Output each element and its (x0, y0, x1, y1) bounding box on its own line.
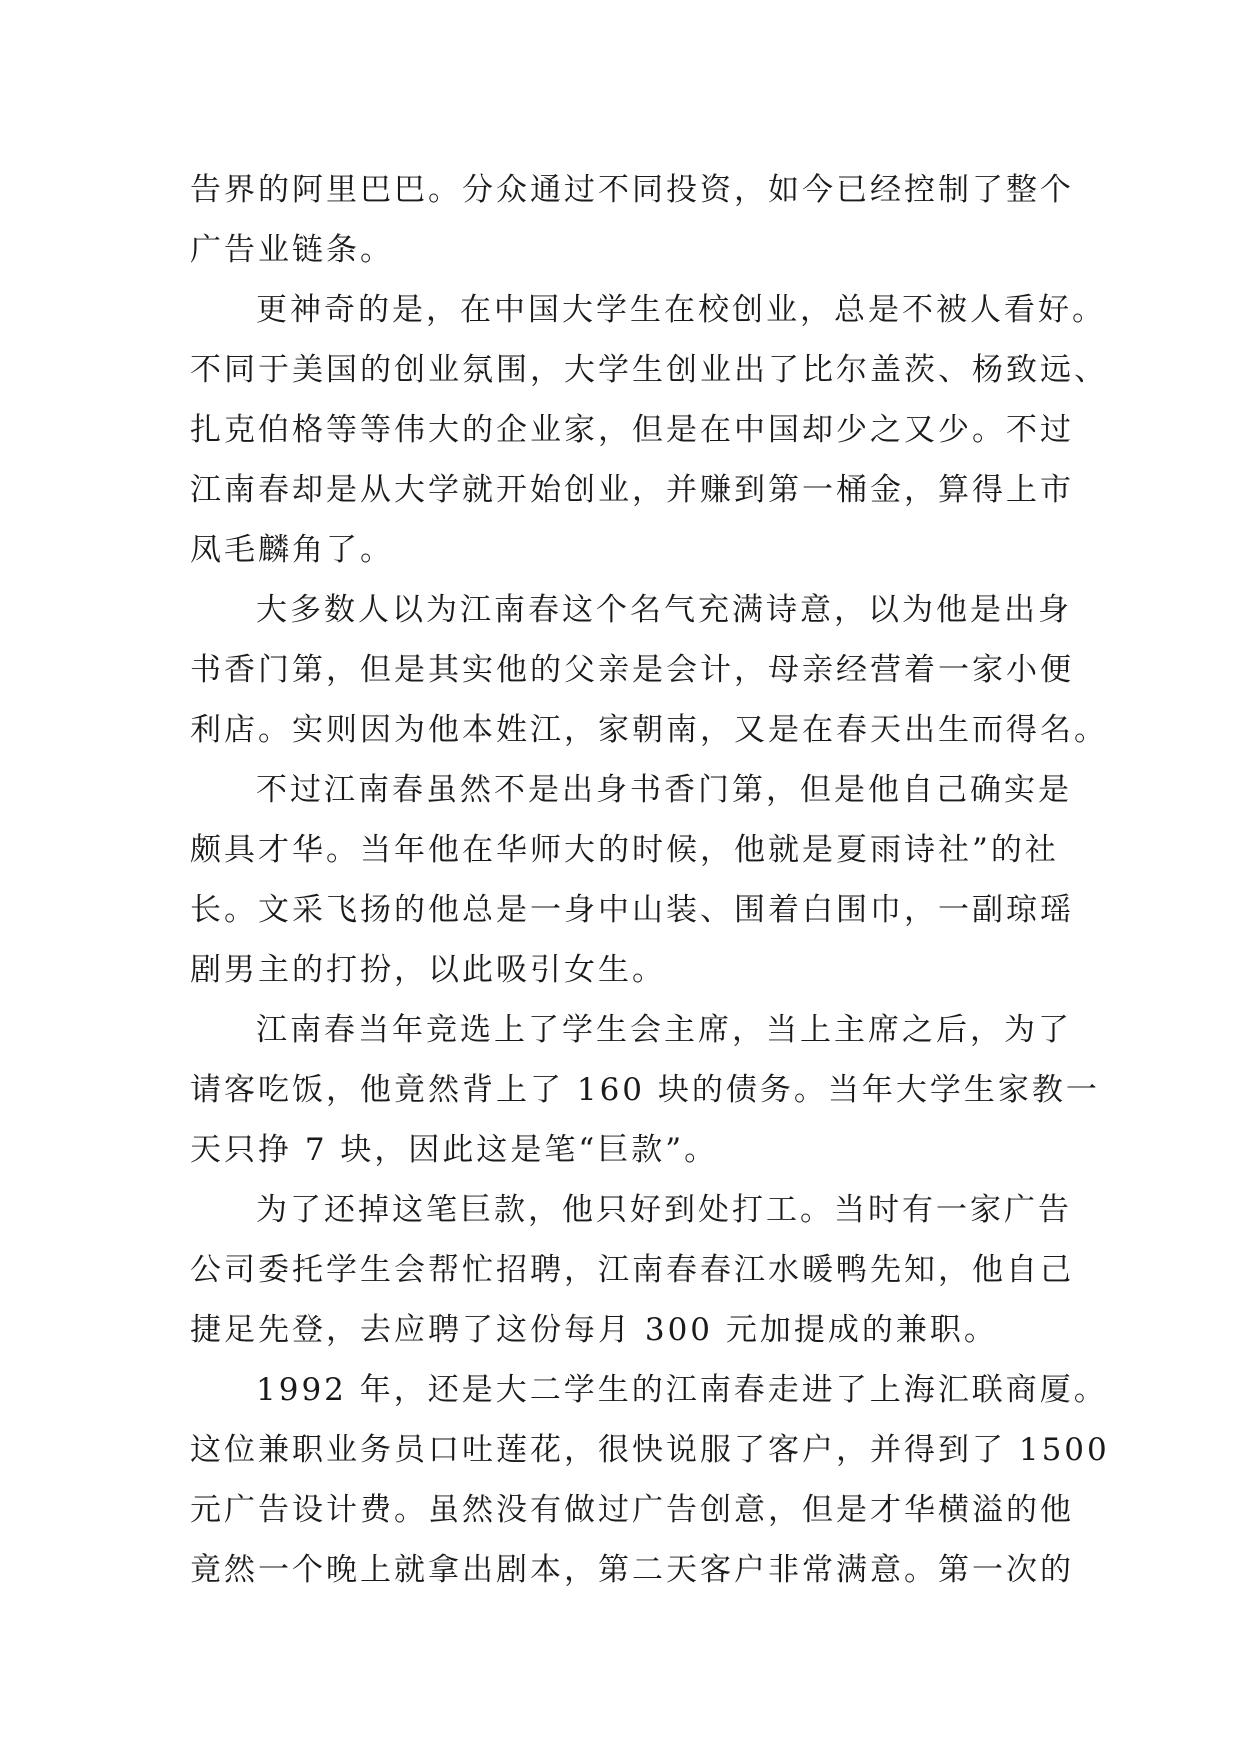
text-line: 不同于美国的创业氛围，大学生创业出了比尔盖茨、杨致远、 (190, 352, 1108, 388)
text-line: 长。文采飞扬的他总是一身中山装、围着白围巾，一副琼瑶 (190, 892, 1074, 928)
text-line: 广告业链条。 (190, 232, 394, 268)
text-line: 这位兼职业务员口吐莲花，很快说服了客户，并得到了 1500 (190, 1432, 1110, 1468)
paragraph-start-line: 大多数人以为江南春这个名气充满诗意，以为他是出身 (256, 592, 1072, 628)
text-line: 天只挣 7 块，因此这是笔“巨款”。 (190, 1132, 719, 1168)
text-line: 凤毛麟角了。 (190, 532, 394, 568)
body-text (190, 160, 1110, 1600)
text-line: 利店。实则因为他本姓江，家朝南，又是在春天出生而得名。 (190, 712, 1108, 748)
text-line: 公司委托学生会帮忙招聘，江南春春江水暖鸭先知，他自己 (190, 1252, 1074, 1288)
paragraph-start-line: 更神奇的是，在中国大学生在校创业，总是不被人看好。 (256, 292, 1106, 328)
text-line: 告界的阿里巴巴。分众通过不同投资，如今已经控制了整个 (190, 172, 1074, 208)
text-line: 颇具才华。当年他在华师大的时候，他就是夏雨诗社”的社 (190, 832, 1059, 868)
paragraph-start-line: 为了还掉这笔巨款，他只好到处打工。当时有一家广告 (256, 1192, 1072, 1228)
paragraph-start-line: 江南春当年竞选上了学生会主席，当上主席之后，为了 (256, 1012, 1072, 1048)
text-line: 竟然一个晚上就拿出剧本，第二天客户非常满意。第一次的 (190, 1552, 1074, 1588)
paragraph-start-line: 不过江南春虽然不是出身书香门第，但是他自己确实是 (256, 772, 1072, 808)
text-line: 书香门第，但是其实他的父亲是会计，母亲经营着一家小便 (190, 652, 1074, 688)
text-line: 请客吃饭，他竟然背上了 160 块的债务。当年大学生家教一 (190, 1072, 1100, 1108)
text-line: 江南春却是从大学就开始创业，并赚到第一桶金，算得上市 (190, 472, 1074, 508)
text-line: 元广告设计费。虽然没有做过广告创意，但是才华横溢的他 (190, 1492, 1074, 1528)
text-line: 捷足先登，去应聘了这份每月 300 元加提成的兼职。 (190, 1312, 998, 1348)
paragraph-start-line: 1992 年，还是大二学生的江南春走进了上海汇联商厦。 (256, 1372, 1108, 1408)
text-line: 剧男主的打扮，以此吸引女生。 (190, 952, 666, 988)
text-line: 扎克伯格等等伟大的企业家，但是在中国却少之又少。不过 (190, 412, 1074, 448)
